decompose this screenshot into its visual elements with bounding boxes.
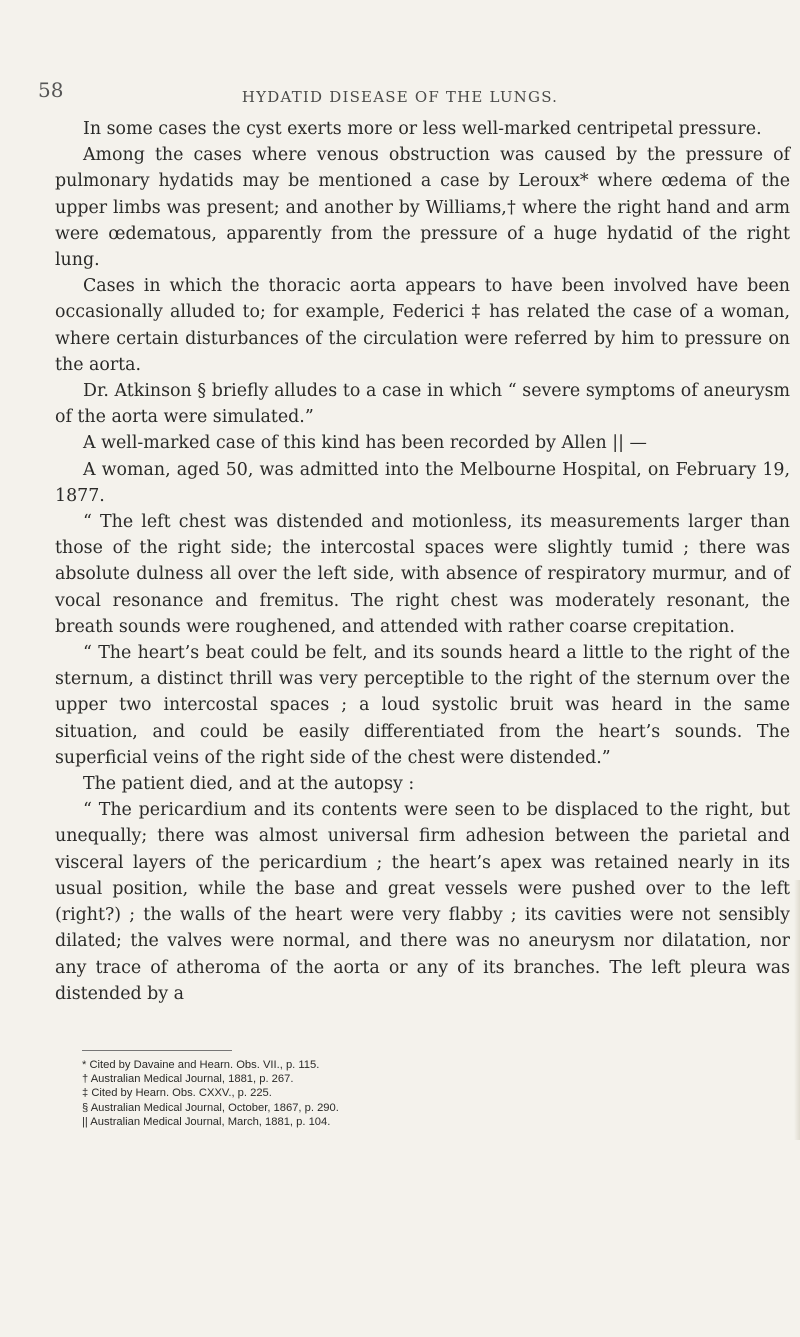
running-head: HYDATID DISEASE OF THE LUNGS.	[241, 88, 559, 106]
paragraph: Among the cases where venous obstruction was caused by the pressure of pulmonary hydatids may be mentioned a case by Leroux* where œdema of the upper limbs was present; and another by Williams,† where the right hand and arm were œdematous, apparently from the pressure of a huge hydatid of the right lung.	[55, 145, 790, 271]
footnote: § Australian Medical Journal, October, 1867, p. 290.	[82, 1101, 339, 1114]
footnote: || Australian Medical Journal, March, 1881, p. 104.	[82, 1115, 331, 1128]
body-text	[55, 116, 790, 1007]
paragraph: A well-marked case of this kind has been recorded by Allen || —	[83, 433, 647, 454]
paragraph: Dr. Atkinson § briefly alludes to a case in which “ severe symptoms of aneurysm of the aorta were simulated.”	[55, 381, 790, 428]
quoted-paragraph: “ The heart’s beat could be felt, and its sounds heard a little to the right of the sternum, a distinct thrill was very perceptible to the right of the sternum over the upper two intercostal spaces ; a loud systolic bruit was heard in the same situation, and could be easily differentiated from the heart’s sounds. The superficial veins of the right side of the chest were distended.”	[55, 643, 790, 768]
footnotes	[82, 1058, 762, 1129]
paragraph: The patient died, and at the autopsy :	[83, 774, 415, 795]
paragraph: A woman, aged 50, was admitted into the Melbourne Hospital, on February 19, 1877.	[55, 459, 790, 506]
page-number: 58	[38, 78, 64, 102]
quoted-paragraph: “ The left chest was distended and motionless, its measurements larger than those of the right side; the intercostal spaces were slightly tumid ; there was absolute dulness all over the left side, with absence of respiratory murmur, and of vocal resonance and fremitus. The right chest was moderately resonant, the breath sounds were roughened, and attended with rather coarse crepitation.	[55, 512, 790, 637]
page-edge-stain	[794, 880, 800, 1140]
paragraph: Cases in which the thoracic aorta appears to have been involved have been occasionally alluded to; for example, Federici ‡ has related the case of a woman, where certain disturbances of the circulation were referred by him to pressure on the aorta.	[55, 276, 790, 375]
paragraph: In some cases the cyst exerts more or less well-marked centripetal pressure.	[83, 119, 762, 139]
footnote-divider	[82, 1050, 232, 1051]
quoted-paragraph: “ The pericardium and its contents were seen to be displaced to the right, but unequally; there was almost universal firm adhesion between the parietal and visceral layers of the pericardium ; the heart’s apex was retained nearly in its usual position, while the base and great vessels were pushed over to the left (right?) ; the walls of the heart were very flabby ; its cavities were not sensibly dilated; the valves were normal, and there was no aneurysm nor dilatation, nor any trace of atheroma of the aorta or any of its branches. The left pleura was distended by a	[55, 800, 790, 1004]
footnote: * Cited by Davaine and Hearn. Obs. VII., p. 115.	[82, 1059, 320, 1071]
footnote: ‡ Cited by Hearn. Obs. CXXV., p. 225.	[82, 1087, 272, 1100]
footnote: † Australian Medical Journal, 1881, p. 267.	[82, 1073, 294, 1086]
